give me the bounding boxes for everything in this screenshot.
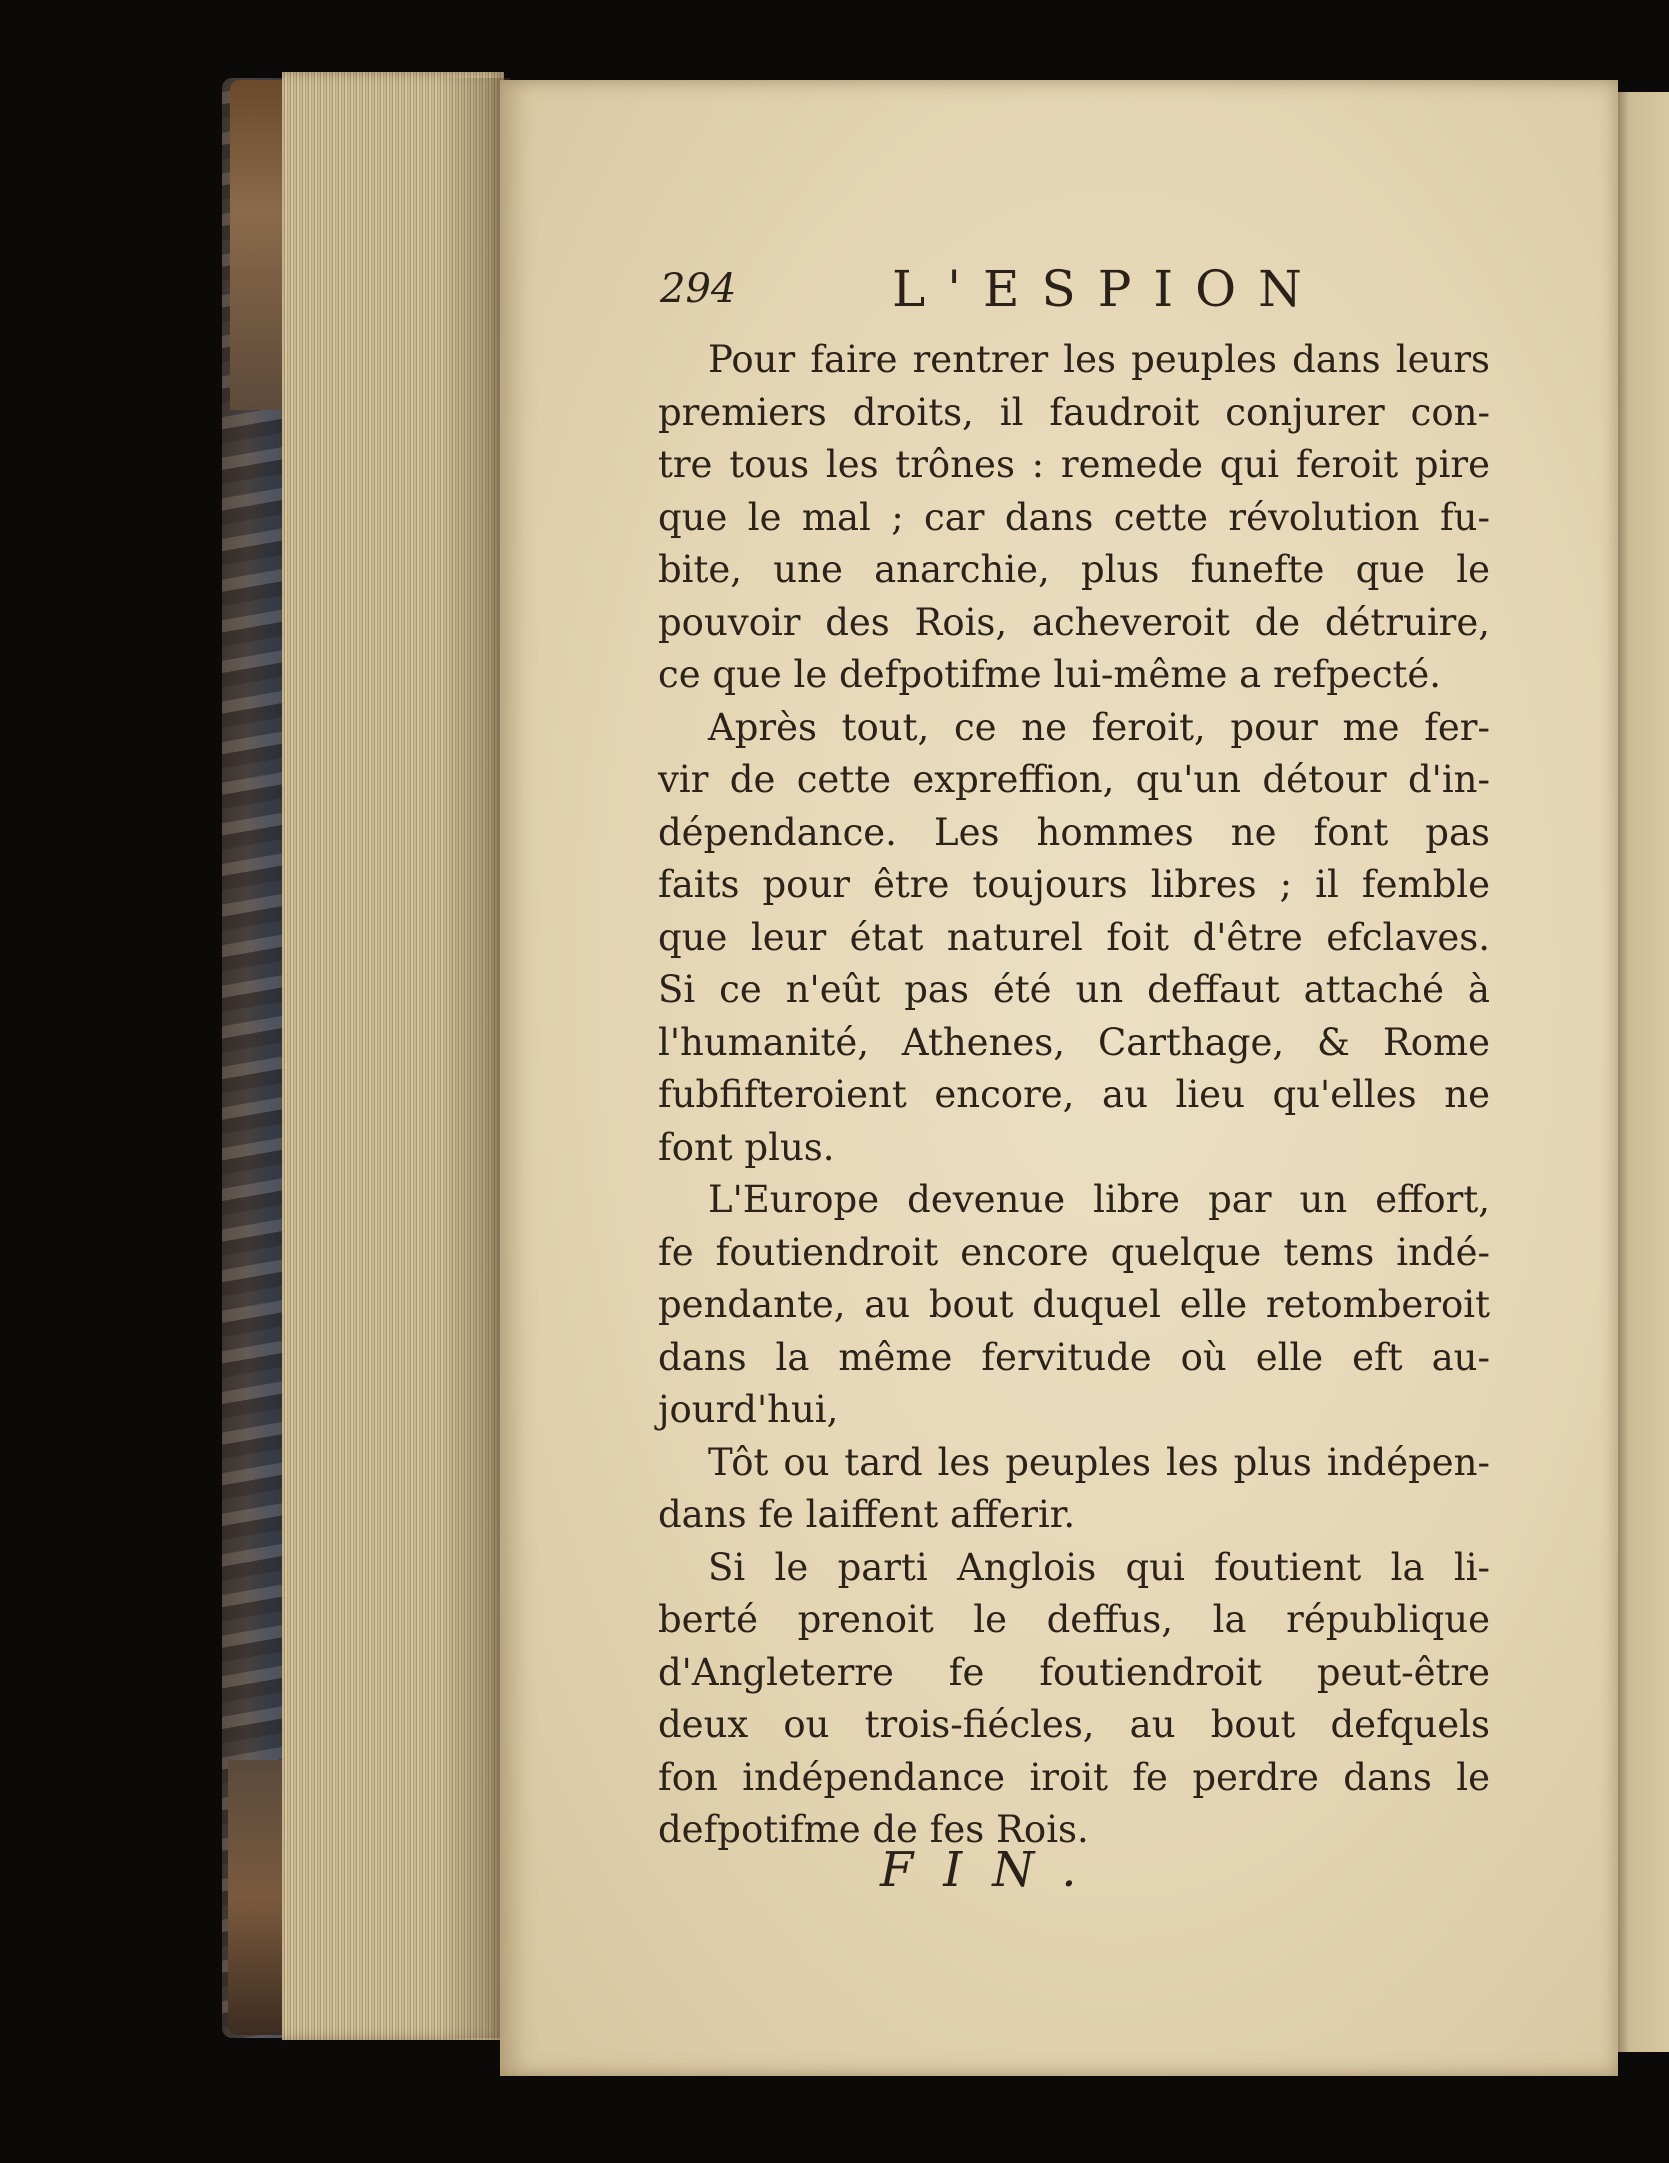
text-line: pouvoir des Rois, acheveroit de détruire,: [658, 600, 1490, 644]
text-line: Si ce n'eût pas été un deffaut attaché à: [658, 968, 1490, 1011]
text-line: ce que le defpotifme lui-même a refpecté.: [658, 653, 1442, 696]
paragraph: [658, 1542, 1490, 1857]
page-number: 294: [660, 266, 737, 312]
book-page: [500, 80, 1618, 2076]
text-line: vir de cette expreffion, qu'un détour d'in-: [658, 758, 1490, 801]
text-line: defpotifme de fes Rois.: [658, 1808, 1089, 1851]
text-line: pendante, au bout duquel elle retomberoit: [658, 1283, 1490, 1326]
text-line: berté prenoit le deffus, la république: [658, 1598, 1490, 1641]
text-line: Si le parti Anglois qui foutient la li-: [708, 1545, 1490, 1589]
text-line: jourd'hui,: [658, 1388, 839, 1431]
text-line: fe foutiendroit encore quelque tems indé-: [658, 1230, 1490, 1274]
text-line: faits pour être toujours libres ; il femble: [658, 863, 1490, 906]
running-head: L'ESPION: [892, 260, 1324, 318]
closing-fin: FIN.: [880, 1842, 1107, 1898]
paragraph: [658, 702, 1490, 1175]
page-header: [660, 260, 1500, 340]
text-line: Tôt ou tard les peuples les plus indépen-: [708, 1440, 1490, 1484]
text-line: dans fe laiffent afferir.: [658, 1493, 1076, 1536]
text-line: fon indépendance iroit fe perdre dans le: [658, 1755, 1490, 1799]
text-line: fubfifteroient encore, au lieu qu'elles ne: [658, 1073, 1490, 1116]
text-line: d'Angleterre fe foutiendroit peut-être: [658, 1650, 1490, 1694]
text-line: dans la même fervitude où elle eft au-: [658, 1335, 1490, 1379]
text-line: tre tous les trônes : remede qui feroit pire: [658, 443, 1490, 486]
text-line: l'humanité, Athenes, Carthage, & Rome: [658, 1020, 1490, 1064]
paragraph: [658, 1437, 1490, 1542]
text-line: Pour faire rentrer les peuples dans leurs: [708, 338, 1490, 381]
text-line: font plus.: [658, 1125, 835, 1169]
body-text: [658, 334, 1490, 1857]
text-line: deux ou trois-fiécles, au bout defquels: [658, 1703, 1490, 1746]
text-line: dépendance. Les hommes ne font pas: [658, 810, 1490, 854]
text-line: L'Europe devenue libre par un effort,: [708, 1178, 1490, 1221]
text-line: Après tout, ce ne feroit, pour me fer-: [708, 705, 1490, 749]
text-line: que leur état naturel foit d'être efclaves.: [658, 915, 1490, 959]
text-line: que le mal ; car dans cette révolution fu-: [658, 495, 1490, 539]
text-line: bite, une anarchie, plus funefte que le: [658, 548, 1490, 591]
paragraph: [658, 1174, 1490, 1437]
paragraph: [658, 334, 1490, 702]
text-line: premiers droits, il faudroit conjurer con-: [658, 390, 1490, 434]
